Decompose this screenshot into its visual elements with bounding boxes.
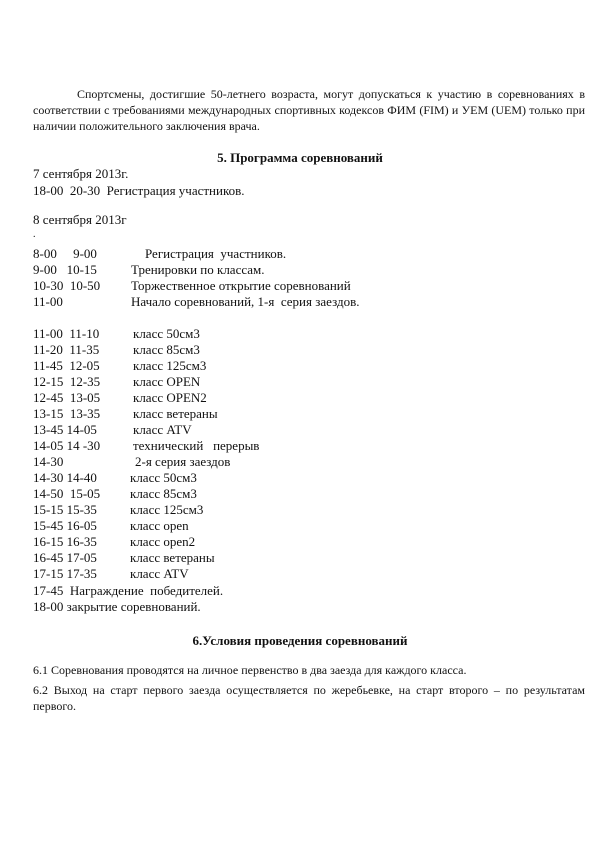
schedule-desc: класс 125см3 — [133, 358, 207, 373]
schedule-desc: класс OPEN2 — [133, 390, 207, 405]
schedule-time: 15-15 15-35 — [33, 502, 97, 517]
schedule-time: 16-45 17-05 — [33, 550, 97, 565]
schedule-desc: 2-я серия заездов — [135, 454, 231, 469]
intro-paragraph: Спортсмены, достигшие 50-летнего возраста, могут допускаться к участию в соревнованиях в соответствии с требованиями международных спортивных кодексов ФИМ (FIM) и УЕМ (UEM) только при наличии положительного заключения врача. — [33, 87, 585, 133]
schedule-desc: класс open — [130, 518, 189, 533]
schedule-time: 14-30 — [33, 454, 64, 469]
section-5-title: 5. Программа соревнований — [217, 150, 383, 165]
schedule-desc: класс 85см3 — [130, 486, 197, 501]
day-2-dot: . — [33, 229, 36, 240]
schedule-time: 12-45 13-05 — [33, 390, 101, 405]
schedule-time: 14-30 14-40 — [33, 470, 97, 485]
schedule-time: 13-45 14-05 — [33, 422, 97, 437]
day-1-date: 7 сентября 2013г. — [33, 166, 129, 181]
closing-entry: 18-00 закрытие соревнований. — [33, 599, 201, 614]
schedule-desc: класс ATV — [133, 422, 192, 437]
schedule-time: 11-20 11-35 — [33, 342, 100, 357]
schedule-time: 13-15 13-35 — [33, 406, 101, 421]
day-2-date: 8 сентября 2013г — [33, 212, 127, 227]
schedule-desc: Начало соревнований, 1-я серия заездов. — [131, 294, 360, 309]
clause-6-1: 6.1 Соревнования проводятся на личное первенство в два заезда для каждого класса. — [33, 663, 467, 677]
schedule-time: 15-45 16-05 — [33, 518, 97, 533]
day-1-registration: 18-00 20-30 Регистрация участников. — [33, 183, 245, 198]
schedule-time: 12-15 12-35 — [33, 374, 101, 389]
schedule-desc: класс ATV — [130, 566, 189, 581]
schedule-desc: класс OPEN — [133, 374, 201, 389]
schedule-desc: класс open2 — [130, 534, 196, 549]
clause-6-2: 6.2 Выход на старт первого заезда осуществляется по жеребьевке, на старт второго – по результатам первого. — [33, 683, 585, 713]
schedule-desc: класс ветераны — [130, 550, 215, 565]
schedule-time: 16-15 16-35 — [33, 534, 97, 549]
schedule-desc: класс ветераны — [133, 406, 218, 421]
schedule-time: 9-00 10-15 — [33, 262, 97, 277]
schedule-time: 17-15 17-35 — [33, 566, 97, 581]
awards-entry: 17-45 Награждение победителей. — [33, 583, 224, 598]
schedule-desc: технический перерыв — [133, 438, 260, 453]
schedule-desc: класс 125см3 — [130, 502, 204, 517]
schedule-desc: класс 50см3 — [133, 326, 200, 341]
schedule-time: 10-30 10-50 — [33, 278, 101, 293]
schedule-desc: Регистрация участников. — [145, 246, 287, 261]
schedule-desc: Торжественное открытие соревнований — [131, 278, 351, 293]
schedule-time: 11-45 12-05 — [33, 358, 100, 373]
schedule-time: 11-00 — [33, 294, 63, 309]
schedule-desc: класс 50см3 — [130, 470, 197, 485]
schedule-desc: класс 85см3 — [133, 342, 200, 357]
schedule-desc: Тренировки по классам. — [131, 262, 265, 277]
schedule-time: 11-00 11-10 — [33, 326, 100, 341]
section-6-title: 6.Условия проведения соревнований — [192, 633, 408, 648]
schedule-time: 8-00 9-00 — [33, 246, 97, 261]
schedule-time: 14-50 15-05 — [33, 486, 101, 501]
schedule-time: 14-05 14 -30 — [33, 438, 101, 453]
